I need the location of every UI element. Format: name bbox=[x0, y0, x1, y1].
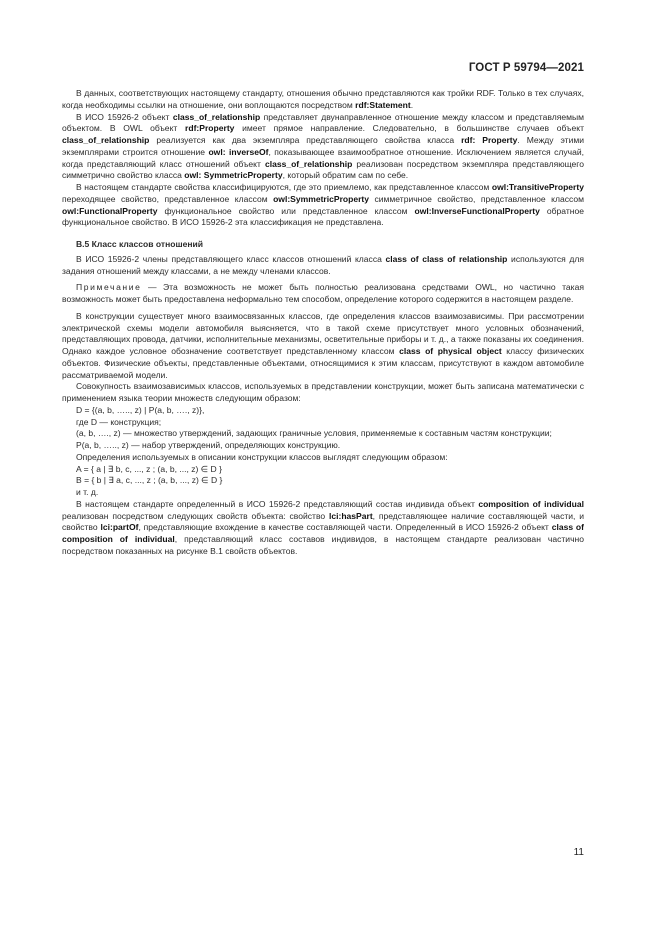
formula-d: D = {(a, b, ….., z) | P(a, b, …., z)}, bbox=[76, 404, 205, 415]
note-text: — Эта возможность не может быть полностью реализована средствами OWL, но частично такая возможность может быть предоставлена неформально тем способом, определение которого содержится в настоящем разделе. bbox=[62, 282, 584, 304]
etc-text: и т. д. bbox=[76, 487, 99, 497]
formula-pabz-description: P(a, b, ….., z) — набор утверждений, определяющих конструкцию. bbox=[76, 440, 341, 450]
note-label: Примечание bbox=[76, 282, 142, 293]
formula-a: A = { a | ∃ b, c, ..., z ; (a, b, ..., z) ∈ D } bbox=[76, 463, 222, 474]
section-heading-b5: В.5 Класс классов отношений bbox=[76, 239, 204, 249]
term-composition-of-individual: composition of individual bbox=[478, 498, 584, 509]
paragraph-composition-of-individual: В настоящем стандарте определенный в ИСО 15926-2 представляющий состав индивида объект composition of individual реализован посредством следующих свойств объекта: свойство lci:hasPart, представляющее наличие составляющей части, и свойство lci:partOf, представляющие вхождение в качестве составляющей части. Определенный в ИСО 15926-2 объект class of composition of individual, представляющий класс составов индивидов, в настоящем стандарте реализован частично посредством показанных на рисунке В.1 свойств объектов. bbox=[62, 498, 585, 556]
paragraph-property-classification: В настоящем стандарте свойства классифицируются, где это приемлемо, как представленное классом owl:TransitiveProperty переходящее свойство, представленное классом owl:SymmetricProperty симметричное свойство, представленное классом owl:FunctionalProperty функциональное свойство или представленное классом owl:InverseFunctionalProperty обратное функциональное свойство. В ИСО 15926-2 эта классификация не представлена. bbox=[62, 182, 584, 228]
term-owl-symmetricproperty: owl: SymmetricProperty bbox=[184, 170, 283, 181]
term-rdf-property: rdf:Property bbox=[185, 123, 235, 134]
paragraph-class-definitions: Определения используемых в описании конструкции классов выглядят следующим образом: bbox=[76, 451, 448, 462]
page-number: 11 bbox=[573, 847, 584, 858]
term-class-of-relationship: class_of_relationship bbox=[264, 158, 353, 169]
formula-b: B = { b | ∃ a, c, ..., z ; (a, b, ..., z) ∈ D } bbox=[76, 475, 223, 486]
term-rdf-property: rdf: Property bbox=[461, 135, 518, 145]
term-class-of-class-of-relationship: class of class of relationship bbox=[385, 253, 508, 264]
page-content bbox=[62, 88, 584, 558]
paragraph-set-theory: Совокупность взаимозависимых классов, используемых в представлении конструкции, может быть записана математически с применением языка теории множеств следующим образом: bbox=[62, 381, 584, 403]
term-class-of-relationship: class_of_relationship bbox=[172, 111, 261, 122]
paragraph-class-of-relationship: В ИСО 15926-2 объект class_of_relationship представляет двунаправленное отношение между классом и представляемым объектом. В OWL объект rdf:Property имеет прямое направление. Следовательно, в большинстве случаев объект class_of_relationship реализуется как два экземпляра представляющего свойства класса rdf: Property. Между этими экземплярами строится отношение owl: inverseOf, показывающее взаимообратное отношение. Исключением является случай, когда представляющий класс отношений объект class_of_relationship реализован посредством экземпляра представляющего симметрично свойство класса owl: SymmetricProperty, который обратим сам по себе. bbox=[62, 111, 584, 181]
term-rdf-statement: rdf:Statement bbox=[355, 99, 411, 110]
paragraph-class-of-class-of-relationship: В ИСО 15926-2 члены представляющего класс классов отношений класса class of class of relationship используются для задания отношений между классами, а не между членами классов. bbox=[62, 253, 585, 276]
formula-where-d: где D — конструкция; bbox=[76, 416, 162, 427]
term-owl-functionalproperty: owl:FunctionalProperty bbox=[62, 205, 158, 216]
term-owl-transitiveproperty: owl:TransitiveProperty bbox=[491, 182, 584, 192]
term-owl-inverseof: owl: inverseOf bbox=[208, 146, 269, 157]
standard-header: ГОСТ Р 59794—2021 bbox=[468, 62, 584, 74]
paragraph-construction: В конструкции существует много взаимосвязанных классов, где определения классов взаимозависимы. При рассмотрении электрической схемы модели автомобиля выясняется, что в такой схеме присутствует много условных обозначений, представляющих провода, датчики, исполнительные механизмы, осветительные приборы и т. д., а также показаны их соединения. Однако каждое условное обозначение соответствует представленному классом class of physical object классу физических объектов. Физические объекты, представленные объектами, относящимися к этим классам, присутствуют в каждом автомобиле рассматриваемой модели. bbox=[62, 310, 584, 380]
term-owl-symmetricproperty: owl:SymmetricProperty bbox=[273, 193, 370, 204]
term-class-of-physical-object: class of physical object bbox=[399, 346, 502, 356]
term-lci-partof: lci:partOf bbox=[100, 522, 139, 533]
term-owl-inversefunctionalproperty: owl:InverseFunctionalProperty bbox=[414, 205, 540, 216]
term-lci-haspart: lci:hasPart bbox=[328, 510, 373, 521]
formula-abz-description: (a, b, …., z) — множество утверждений, задающих граничные условия, применяемые к составным частям конструкции; bbox=[76, 428, 552, 439]
term-class-of-relationship: class_of_relationship bbox=[62, 135, 150, 145]
paragraph-rdf-statement: В данных, соответствующих настоящему стандарту, отношения обычно представляются как тройки RDF. Только в тех случаях, когда необходимы ссылки на отношение, они воплощаются посредством rdf:Statement. bbox=[62, 88, 584, 110]
note-paragraph bbox=[62, 282, 584, 306]
term-class-of-composition-of-individual: class of composition of individual bbox=[62, 522, 584, 544]
